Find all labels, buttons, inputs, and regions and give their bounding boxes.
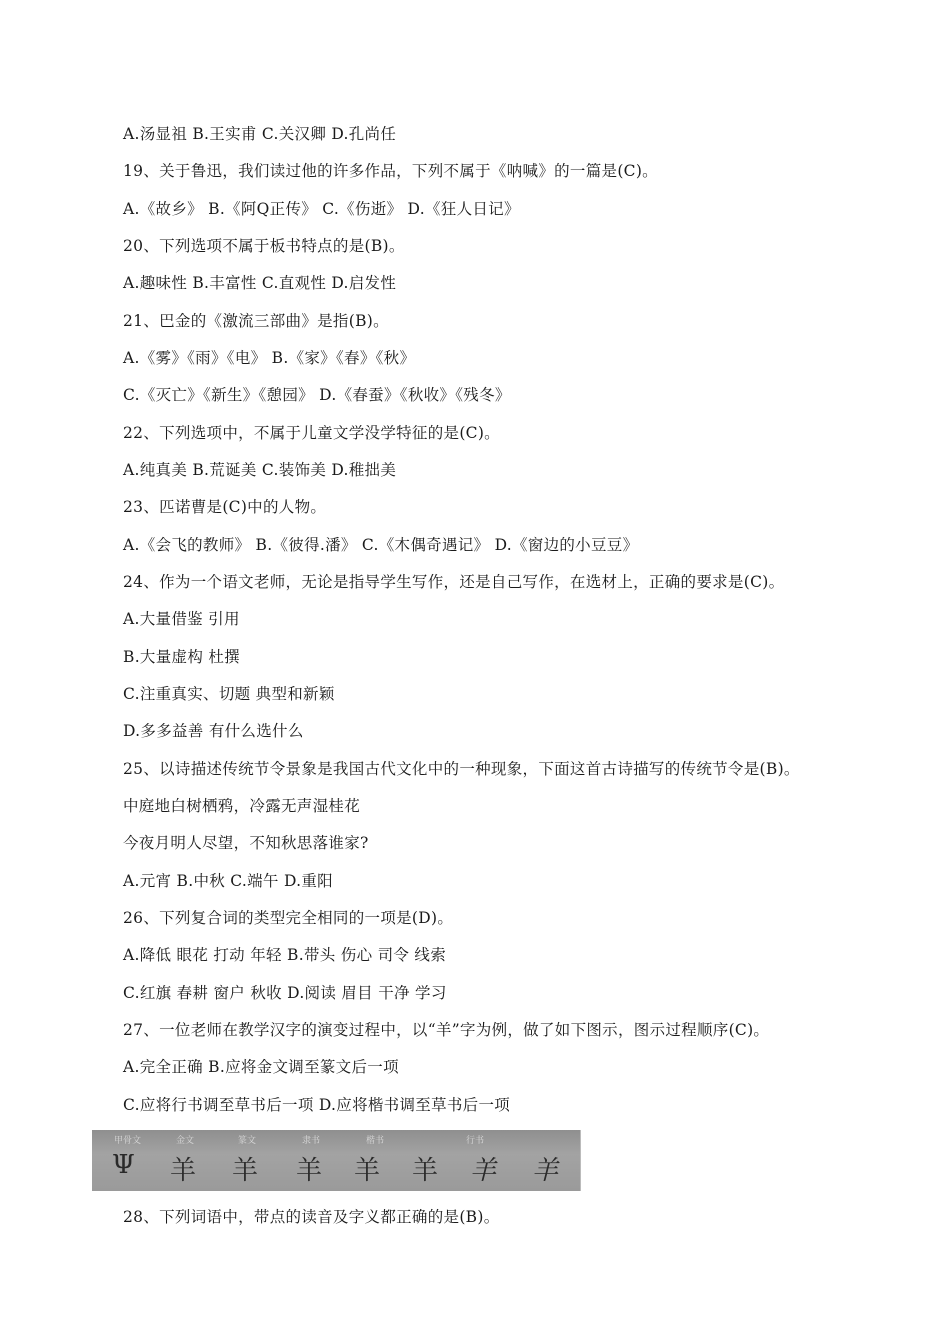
q20-options: A.趣味性 B.丰富性 C.直观性 D.启发性	[123, 274, 397, 292]
glyph-running: 羊	[412, 1156, 439, 1186]
q24-option-c: C.注重真实、切题 典型和新颖	[123, 685, 335, 703]
q24-option-b: B.大量虚构 杜撰	[123, 648, 240, 666]
figure-label: 甲骨文	[114, 1136, 142, 1146]
q26-question: 26、下列复合词的类型完全相同的一项是(D)。	[123, 909, 454, 927]
q24-question: 24、作为一个语文老师，无论是指导学生写作，还是自己写作，在选材上，正确的要求是(C)。	[123, 573, 785, 591]
q22-options: A.纯真美 B.荒诞美 C.装饰美 D.稚拙美	[123, 461, 397, 479]
q21-options-cd: C.《灭亡》《新生》《憩园》 D.《春蚕》《秋收》《残冬》	[123, 386, 511, 404]
q22-question: 22、下列选项中，不属于儿童文学没学特征的是(C)。	[123, 424, 500, 442]
figure-label: 隶书	[302, 1136, 321, 1146]
q19-options: A.《故乡》 B.《阿Q正传》 C.《伤逝》 D.《狂人日记》	[123, 200, 520, 218]
glyph-cursive: 羊	[470, 1156, 497, 1186]
q27-question: 27、一位老师在教学汉字的演变过程中，以“羊”字为例，做了如下图示，图示过程顺序(C)。	[123, 1021, 770, 1039]
glyph-cursive-2: 羊	[532, 1156, 559, 1186]
q18-options: A.汤显祖 B.王实甫 C.关汉卿 D.孔尚任	[123, 125, 397, 143]
glyph-seal: 羊	[232, 1156, 259, 1186]
q26-options-ab: A.降低 眼花 打动 年轻 B.带头 伤心 司令 线索	[123, 946, 447, 964]
figure-label: 篆文	[238, 1136, 257, 1146]
q26-options-cd: C.红旗 春耕 窗户 秋收 D.阅读 眉目 干净 学习	[123, 984, 447, 1002]
q24-option-d: D.多多益善 有什么选什么	[123, 722, 304, 740]
figure-label: 金文	[176, 1136, 195, 1146]
q24-option-a: A.大量借鉴 引用	[123, 610, 240, 628]
q23-options: A.《会飞的教师》 B.《彼得.潘》 C.《木偶奇遇记》 D.《窗边的小豆豆》	[123, 536, 639, 554]
q21-options-ab: A.《雾》《雨》《电》 B.《家》《春》《秋》	[123, 349, 416, 367]
glyph-clerical: 羊	[296, 1156, 323, 1186]
glyph-bronze: 羊	[170, 1156, 197, 1186]
q28-question: 28、下列词语中，带点的读音及字义都正确的是(B)。	[123, 1208, 500, 1226]
q25-options: A.元宵 B.中秋 C.端午 D.重阳	[123, 872, 333, 890]
q23-question: 23、匹诺曹是(C)中的人物。	[123, 498, 327, 516]
q25-poem-line-2: 今夜月明人尽望，不知秋思落谁家?	[123, 834, 369, 852]
q27-options-cd: C.应将行书调至草书后一项 D.应将楷书调至草书后一项	[123, 1096, 511, 1114]
q20-question: 20、下列选项不属于板书特点的是(B)。	[123, 237, 405, 255]
q27-options-ab: A.完全正确 B.应将金文调至篆文后一项	[123, 1058, 399, 1076]
q19-question: 19、关于鲁迅，我们读过他的许多作品，下列不属于《呐喊》的一篇是(C)。	[123, 162, 658, 180]
figure-label: 楷书	[366, 1136, 385, 1146]
q21-question: 21、巴金的《激流三部曲》是指(B)。	[123, 312, 389, 330]
glyph-oracle: Ψ	[112, 1150, 135, 1180]
q25-question: 25、以诗描述传统节令景象是我国古代文化中的一种现象，下面这首古诗描写的传统节令是(B)。	[123, 760, 800, 778]
figure-label: 行书	[466, 1136, 485, 1146]
character-evolution-figure	[92, 1130, 581, 1191]
q25-poem-line-1: 中庭地白树栖鸦，冷露无声湿桂花	[123, 797, 361, 815]
glyph-regular: 羊	[354, 1156, 381, 1186]
